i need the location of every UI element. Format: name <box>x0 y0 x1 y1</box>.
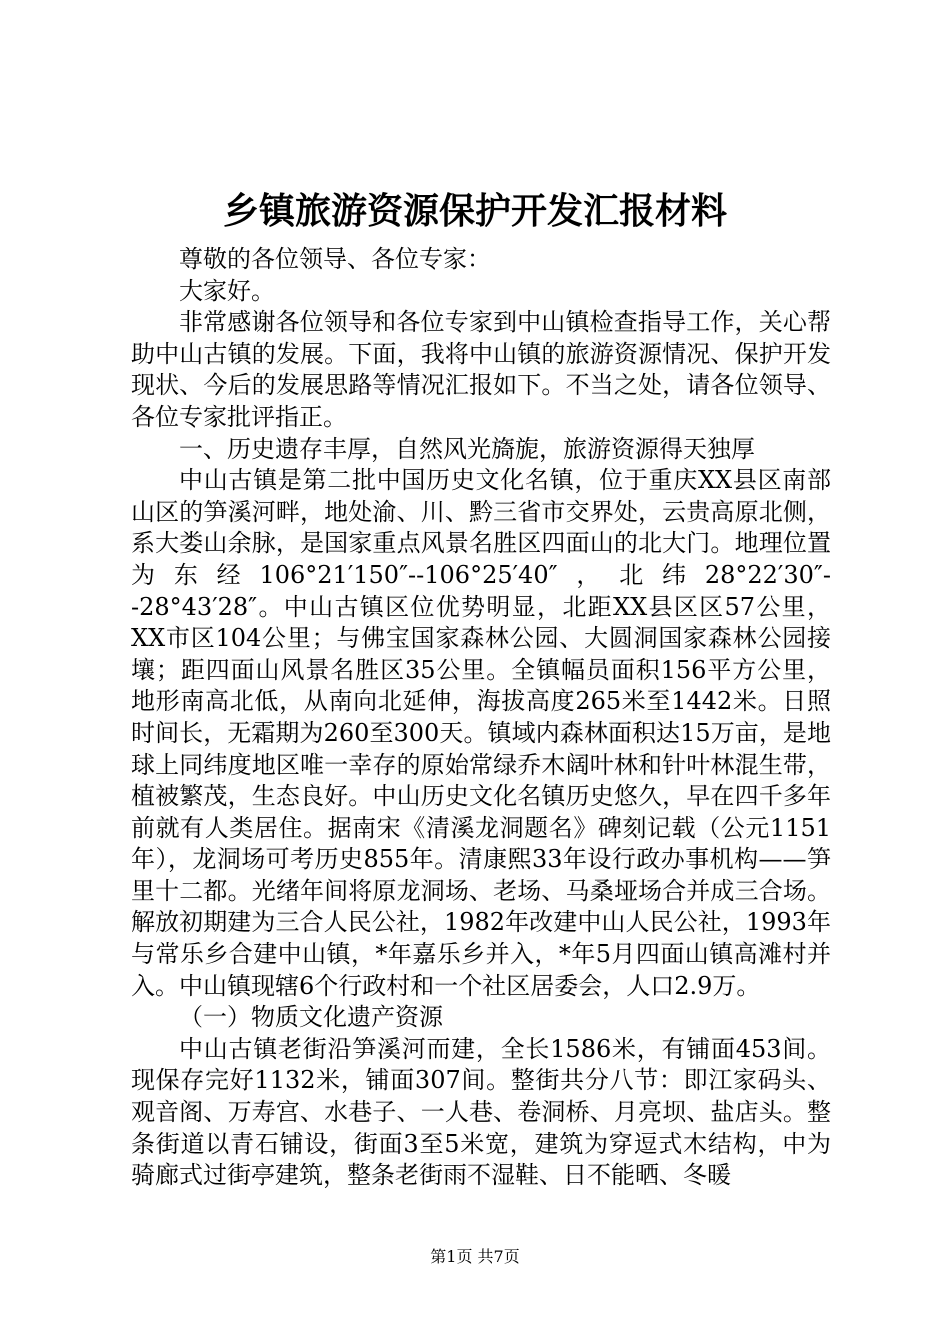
section-heading-1: 一、历史遗存丰厚，自然风光旖旎，旅游资源得天独厚 <box>179 434 755 463</box>
document-title: 乡镇旅游资源保护开发汇报材料 <box>222 190 727 232</box>
document-body <box>131 244 831 1192</box>
paragraph-overview: 中山古镇是第二批中国历史文化名镇，位于重庆XX县区南部山区的笋溪河畔，地处渝、川、黔三省市交界处，云贵高原北侧，系大娄山余脉，是国家重点风景名胜区四面山的北大门。地理位置为东经106°21′150″--106°25′40″，北纬28°22′30″--28°43′28″。中山古镇区位优势明显，北距XX县区区57公里，XX市区104公里；与佛宝国家森林公园、大圆洞国家森林公园接壤；距四面山风景名胜区35公里。全镇幅员面积156平方公里，地形南高北低，从南向北延伸，海拔高度265米至1442米。日照时间长，无霜期为260至300天。镇域内森林面积达15万亩，是地球上同纬度地区唯一幸存的原始常绿乔木阔叶林和针叶林混生带，植被繁茂，生态良好。中山历史文化名镇历史悠久，早在四千多年前就有人类居住。据南宋《清溪龙洞题名》碑刻记载（公元1151年），龙洞场可考历史855年。清康熙33年设行政办事机构——笋里十二都。光绪年间将原龙洞场、老场、马桑垭场合并成三合场。解放初期建为三合人民公社，1982年改建中山人民公社，1993年与常乐乡合建中山镇，*年嘉乐乡并入，*年5月四面山镇高滩村并入。中山镇现辖6个行政村和一个社区居委会，人口2.9万。 <box>131 466 831 1000</box>
subsection-heading-1: （一）物质文化遗产资源 <box>179 1003 443 1032</box>
paragraph-old-street: 中山古镇老街沿笋溪河而建，全长1586米，有铺面453间。现保存完好1132米，铺面307间。整街共分八节：即江家码头、观音阁、万寿宫、水巷子、一人巷、卷洞桥、月亮坝、盐店头。整条街道以青石铺设，街面3至5米宽，建筑为穿逗式木结构，中为骑廊式过街亭建筑，整条老街雨不湿鞋、日不能晒、冬暖 <box>131 1034 831 1190</box>
paragraph-intro: 非常感谢各位领导和各位专家到中山镇检查指导工作，关心帮助中山古镇的发展。下面，我将中山镇的旅游资源情况、保护开发现状、今后的发展思路等情况汇报如下。不当之处，请各位领导、各位专家批评指正。 <box>131 308 831 431</box>
paragraph-greeting: 大家好。 <box>179 276 275 305</box>
page-footer: 第1页 共7页 <box>430 1247 520 1266</box>
paragraph-salutation: 尊敬的各位领导、各位专家： <box>179 245 491 273</box>
